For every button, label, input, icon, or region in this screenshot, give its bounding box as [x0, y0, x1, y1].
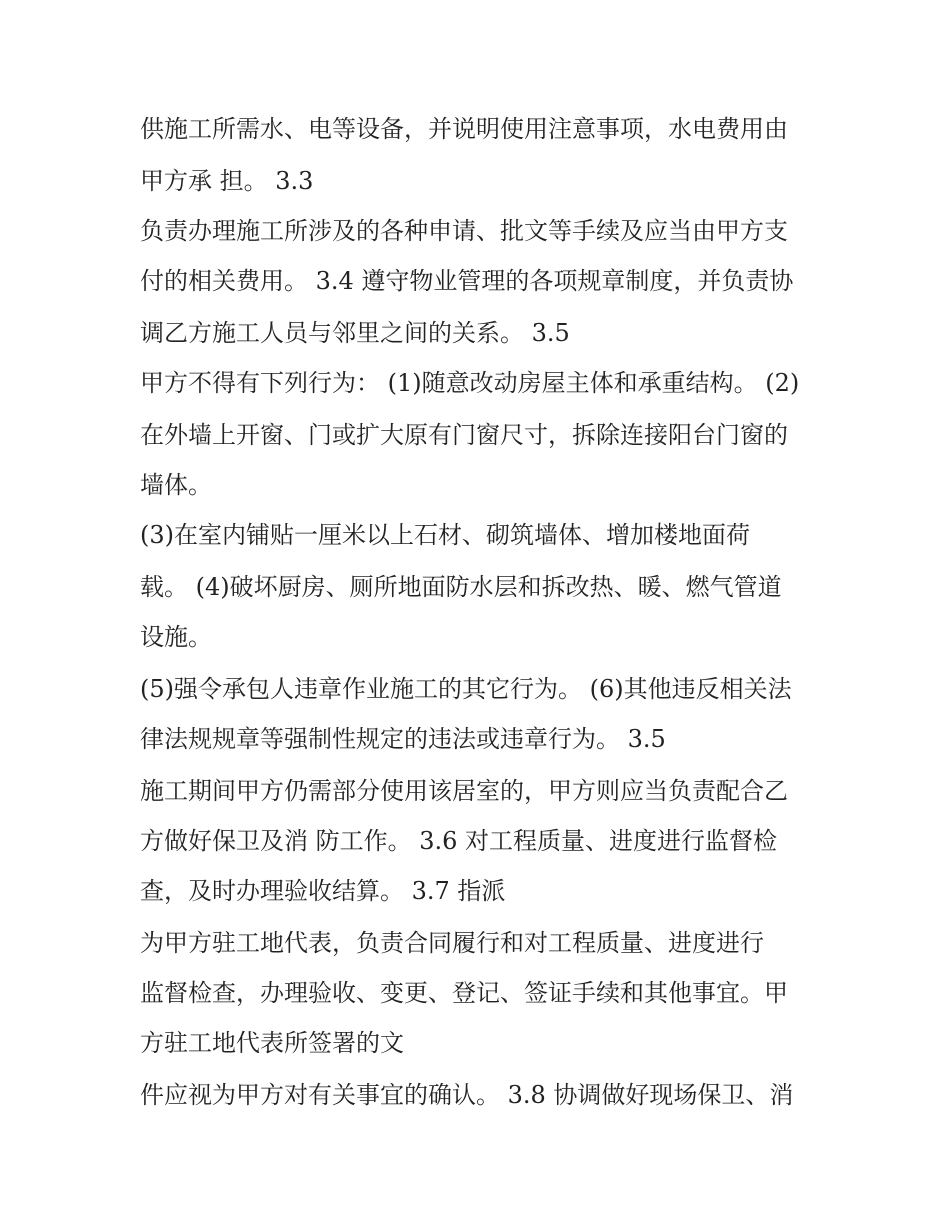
- text-line: 在外墙上开窗、门或扩大原有门窗尺寸，拆除连接阳台门窗的: [140, 421, 788, 449]
- text-line: 调乙方施工人员与邻里之间的关系。 3.5: [140, 319, 570, 347]
- text-line: 施工期间甲方仍需部分使用该居室的，甲方则应当负责配合乙: [140, 777, 788, 805]
- text-line: 供施工所需水、电等设备，并说明使用注意事项，水电费用由: [140, 115, 788, 143]
- text-line: 负责办理施工所涉及的各种申请、批文等手续及应当由甲方支: [140, 217, 788, 245]
- text-line: 查，及时办理验收结算。 3.7 指派: [140, 877, 506, 905]
- text-line: 墙体。: [140, 471, 212, 499]
- text-line: 方做好保卫及消 防工作。 3.6 对工程质量、进度进行监督检: [140, 827, 778, 855]
- text-line: 设施。: [140, 623, 212, 651]
- text-line: 律法规规章等强制性规定的违法或违章行为。 3.5: [140, 725, 666, 753]
- text-line: 甲方承 担。 3.3: [140, 167, 314, 195]
- text-line: (5)强令承包人违章作业施工的其它行为。 (6)其他违反相关法: [140, 675, 792, 703]
- text-line: 付的相关费用。 3.4 遵守物业管理的各项规章制度，并负责协: [140, 267, 794, 295]
- text-line: 载。 (4)破坏厨房、厕所地面防水层和拆改热、暖、燃气管道: [140, 573, 782, 601]
- text-line: (3)在室内铺贴一厘米以上石材、砌筑墙体、增加楼地面荷: [140, 521, 750, 549]
- text-line: 甲方不得有下列行为： (1)随意改动房屋主体和承重结构。 (2): [140, 369, 800, 397]
- text-line: 为甲方驻工地代表，负责合同履行和对工程质量、进度进行: [140, 929, 764, 957]
- text-line: 方驻工地代表所签署的文: [140, 1029, 404, 1057]
- text-line: 件应视为甲方对有关事宜的确认。 3.8 协调做好现场保卫、消: [140, 1081, 794, 1109]
- text-line: 监督检查，办理验收、变更、登记、签证手续和其他事宜。甲: [140, 979, 788, 1007]
